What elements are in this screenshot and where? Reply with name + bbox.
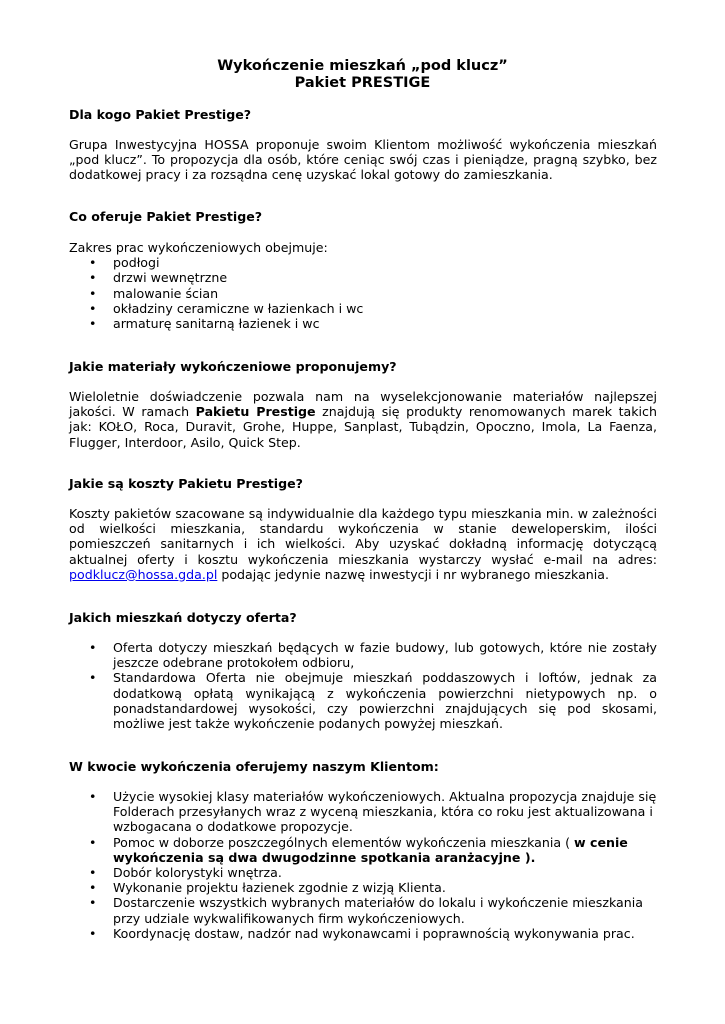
list-item xyxy=(69,835,657,865)
text: Pomoc w doborze poszczególnych elementów wykończenia mieszkania ( xyxy=(113,834,574,850)
section-heading: Dla kogo Pakiet Prestige? xyxy=(69,107,252,122)
text: Wieloletnie doświadczenie pozwala nam na wyselekcjonowanie materiałów najlepszej jakości. W ramach xyxy=(69,389,657,420)
email-link[interactable]: podklucz@hossa.gda.pl xyxy=(69,566,218,582)
bold-text: w cenie wykończenia są dwa dwugodzinne spotkania aranżacyjne ). xyxy=(113,834,628,865)
list-item: • Użycie wysokiej klasy materiałów wykończeniowych. Aktualna propozycja znajduje się Folderach przesyłanych wraz z wyceną mieszkania, która co roku jest aktualizowana i wzbogacana o dodatkowe propozycje. xyxy=(69,789,657,835)
list-item: • Oferta dotyczy mieszkań będących w fazie budowy, lub gotowych, które nie zostały jeszcze odebrane protokołem odbioru, xyxy=(69,640,657,670)
title-line-1: Wykończenie mieszkań „pod klucz” xyxy=(217,58,508,74)
section-heading: W kwocie wykończenia oferujemy naszym Klientom: xyxy=(69,759,439,774)
included-list xyxy=(69,789,657,941)
section-heading: Co oferuje Pakiet Prestige? xyxy=(69,209,263,224)
section-costs xyxy=(69,476,657,582)
text: Koszty pakietów szacowane są indywidualnie dla każdego typu mieszkania min. w zależności od wielkości mieszkania, standardu wykończenia w stanie deweloperskim, ilości pomieszczeń sanitarnych i ich wielkości. Aby uzyskać dokładną informację dotyczącą aktualnej oferty i kosztu wykończenia mieszkania wystarczy wysłać e-mail na adres: xyxy=(69,506,657,567)
paragraph: Grupa Inwestycyjna HOSSA proponuje swoim Klientom możliwość wykończenia mieszkań „pod klucz”. To propozycja dla osób, które ceniąc swój czas i pieniądze, pragną szybko, bez dodatkowej pracy i za rozsądna cenę uzyskać lokal gotowy do zamieszkania. xyxy=(69,137,657,183)
section-offer xyxy=(69,209,657,331)
list-item: • malowanie ścian xyxy=(69,286,657,301)
list-item: • Koordynację dostaw, nadzór nad wykonawcami i poprawnością wykonywania prac. xyxy=(69,926,657,941)
scope-list xyxy=(69,255,657,331)
section-included xyxy=(69,759,657,941)
title-line-2: Pakiet PRESTIGE xyxy=(294,75,431,91)
text: podając jedynie nazwę inwestycji i nr wybranego mieszkania. xyxy=(217,566,609,582)
section-apartments xyxy=(69,610,657,731)
section-materials xyxy=(69,359,657,450)
section-heading: Jakie są koszty Pakietu Prestige? xyxy=(69,476,303,491)
list-item: • okładziny ceramiczne w łazienkach i wc xyxy=(69,301,657,316)
list-item: • armaturę sanitarną łazienek i wc xyxy=(69,316,657,331)
section-who xyxy=(69,107,657,183)
list-item: • podłogi xyxy=(69,255,657,270)
document-title xyxy=(0,58,725,92)
apartments-list xyxy=(69,640,657,731)
list-item: • drzwi wewnętrzne xyxy=(69,270,657,285)
list-item: • Dostarczenie wszystkich wybranych materiałów do lokalu i wykończenie mieszkania przy udziale wykwalifikowanych firm wykończeniowych. xyxy=(69,895,657,925)
section-heading: Jakich mieszkań dotyczy oferta? xyxy=(69,610,297,625)
list-item: • Dobór kolorystyki wnętrza. xyxy=(69,865,657,880)
paragraph: Zakres prac wykończeniowych obejmuje: xyxy=(69,240,328,255)
list-item: • Wykonanie projektu łazienek zgodnie z wizją Klienta. xyxy=(69,880,657,895)
paragraph xyxy=(69,506,657,582)
bold-text: Pakietu Prestige xyxy=(195,404,316,420)
list-item: • Standardowa Oferta nie obejmuje mieszkań poddaszowych i loftów, jednak za dodatkową opłatą wynikającą z wykończenia powierzchni nietypowych np. o ponadstandardowej wysokości, czy powierzchni znajdujących się pod skosami, możliwe jest także wykończenie podanych powyżej mieszkań. xyxy=(69,670,657,731)
text: znajdują się produkty renomowanych marek takich jak: KOŁO, Roca, Duravit, Grohe, Huppe, Sanplast, Tubądzin, Opoczno, Imola, La Faenza, Flugger, Interdoor, Asilo, Quick Step. xyxy=(69,404,657,450)
section-heading: Jakie materiały wykończeniowe proponujemy? xyxy=(69,359,397,374)
paragraph xyxy=(69,389,657,450)
